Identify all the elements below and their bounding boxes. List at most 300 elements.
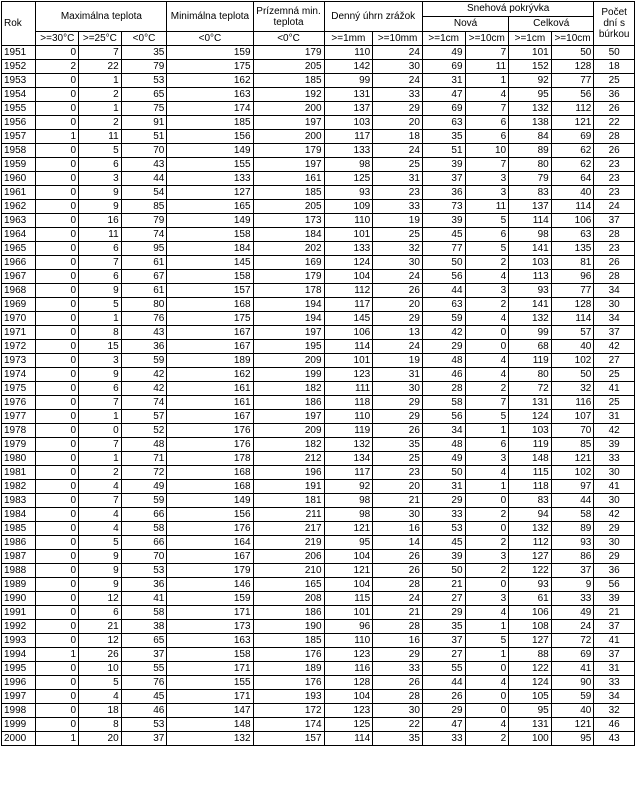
cell-precip-ge1mm: 134 xyxy=(324,452,373,466)
cell-storm-days: 33 xyxy=(594,452,635,466)
cell-snow-new-ge10cm: 7 xyxy=(465,158,509,172)
cell-storm-days: 21 xyxy=(594,606,635,620)
table-row xyxy=(2,494,635,508)
cell-precip-ge1mm: 104 xyxy=(324,690,373,704)
cell-storm-days: 36 xyxy=(594,564,635,578)
cell-snow-total-ge1cm: 93 xyxy=(509,578,552,592)
cell-snow-total-ge10cm: 70 xyxy=(551,424,594,438)
cell-storm-days: 34 xyxy=(594,312,635,326)
cell-snow-new-ge1cm: 44 xyxy=(422,676,465,690)
cell-max-ge25: 22 xyxy=(79,60,122,74)
cell-snow-new-ge10cm: 4 xyxy=(465,466,509,480)
cell-ground-lt0: 176 xyxy=(253,676,324,690)
cell-precip-ge1mm: 110 xyxy=(324,634,373,648)
cell-max-ge25: 0 xyxy=(79,424,122,438)
cell-snow-total-ge1cm: 137 xyxy=(509,200,552,214)
cell-storm-days: 32 xyxy=(594,704,635,718)
cell-year: 1994 xyxy=(2,648,36,662)
cell-ground-lt0: 206 xyxy=(253,550,324,564)
cell-ground-lt0: 197 xyxy=(253,326,324,340)
cell-snow-total-ge1cm: 106 xyxy=(509,606,552,620)
cell-snow-new-ge1cm: 37 xyxy=(422,172,465,186)
cell-snow-new-ge1cm: 36 xyxy=(422,186,465,200)
cell-snow-new-ge10cm: 0 xyxy=(465,340,509,354)
cell-snow-new-ge10cm: 2 xyxy=(465,382,509,396)
cell-max-lt0: 74 xyxy=(121,396,167,410)
cell-snow-new-ge1cm: 29 xyxy=(422,606,465,620)
cell-snow-new-ge1cm: 56 xyxy=(422,270,465,284)
cell-storm-days: 23 xyxy=(594,158,635,172)
header-snow-total: Celková xyxy=(509,17,594,32)
cell-ground-lt0: 200 xyxy=(253,102,324,116)
cell-max-lt0: 43 xyxy=(121,326,167,340)
cell-snow-total-ge1cm: 127 xyxy=(509,550,552,564)
cell-snow-new-ge10cm: 1 xyxy=(465,480,509,494)
cell-year: 1984 xyxy=(2,508,36,522)
cell-snow-new-ge10cm: 6 xyxy=(465,130,509,144)
cell-year: 2000 xyxy=(2,732,36,746)
cell-snow-new-ge1cm: 39 xyxy=(422,214,465,228)
cell-snow-total-ge1cm: 152 xyxy=(509,60,552,74)
cell-snow-new-ge1cm: 69 xyxy=(422,60,465,74)
cell-precip-ge10mm: 21 xyxy=(373,606,423,620)
header-ground-min-temp: Prízemná min. teplota xyxy=(253,2,324,32)
cell-snow-total-ge1cm: 127 xyxy=(509,634,552,648)
cell-min-lt0: 159 xyxy=(167,46,253,60)
cell-max-ge25: 3 xyxy=(79,172,122,186)
cell-precip-ge10mm: 25 xyxy=(373,452,423,466)
cell-snow-total-ge10cm: 95 xyxy=(551,732,594,746)
cell-precip-ge1mm: 117 xyxy=(324,298,373,312)
cell-max-ge25: 8 xyxy=(79,326,122,340)
cell-snow-new-ge1cm: 44 xyxy=(422,284,465,298)
cell-year: 1983 xyxy=(2,494,36,508)
cell-max-ge30: 0 xyxy=(36,172,79,186)
cell-snow-total-ge10cm: 93 xyxy=(551,536,594,550)
cell-snow-new-ge10cm: 2 xyxy=(465,256,509,270)
cell-snow-total-ge10cm: 121 xyxy=(551,718,594,732)
cell-snow-new-ge10cm: 2 xyxy=(465,536,509,550)
cell-precip-ge10mm: 23 xyxy=(373,466,423,480)
cell-snow-total-ge10cm: 63 xyxy=(551,228,594,242)
cell-precip-ge10mm: 14 xyxy=(373,536,423,550)
cell-year: 1986 xyxy=(2,536,36,550)
cell-snow-total-ge1cm: 79 xyxy=(509,172,552,186)
cell-max-ge30: 0 xyxy=(36,620,79,634)
table-row xyxy=(2,158,635,172)
cell-snow-new-ge1cm: 35 xyxy=(422,130,465,144)
cell-min-lt0: 175 xyxy=(167,312,253,326)
cell-year: 1963 xyxy=(2,214,36,228)
cell-max-ge25: 8 xyxy=(79,718,122,732)
cell-snow-new-ge10cm: 4 xyxy=(465,270,509,284)
cell-year: 1985 xyxy=(2,522,36,536)
cell-snow-new-ge1cm: 73 xyxy=(422,200,465,214)
cell-precip-ge10mm: 35 xyxy=(373,732,423,746)
cell-min-lt0: 168 xyxy=(167,298,253,312)
cell-snow-total-ge10cm: 58 xyxy=(551,508,594,522)
cell-snow-new-ge10cm: 4 xyxy=(465,354,509,368)
cell-min-lt0: 165 xyxy=(167,200,253,214)
cell-ground-lt0: 193 xyxy=(253,690,324,704)
cell-ground-lt0: 197 xyxy=(253,158,324,172)
cell-max-ge25: 6 xyxy=(79,158,122,172)
cell-snow-total-ge10cm: 116 xyxy=(551,396,594,410)
cell-max-lt0: 66 xyxy=(121,508,167,522)
cell-snow-new-ge1cm: 33 xyxy=(422,732,465,746)
cell-snow-new-ge10cm: 6 xyxy=(465,438,509,452)
cell-snow-new-ge10cm: 4 xyxy=(465,606,509,620)
cell-snow-total-ge1cm: 83 xyxy=(509,186,552,200)
cell-snow-total-ge10cm: 69 xyxy=(551,648,594,662)
table-row xyxy=(2,480,635,494)
cell-year: 1960 xyxy=(2,172,36,186)
cell-snow-new-ge10cm: 11 xyxy=(465,60,509,74)
cell-precip-ge1mm: 112 xyxy=(324,284,373,298)
cell-max-ge25: 9 xyxy=(79,368,122,382)
cell-snow-total-ge10cm: 62 xyxy=(551,158,594,172)
cell-snow-total-ge1cm: 89 xyxy=(509,144,552,158)
cell-ground-lt0: 205 xyxy=(253,60,324,74)
cell-snow-new-ge10cm: 0 xyxy=(465,522,509,536)
cell-storm-days: 39 xyxy=(594,592,635,606)
cell-snow-new-ge1cm: 50 xyxy=(422,256,465,270)
cell-year: 1974 xyxy=(2,368,36,382)
table-row xyxy=(2,88,635,102)
cell-max-ge30: 0 xyxy=(36,704,79,718)
cell-max-ge25: 9 xyxy=(79,284,122,298)
cell-max-ge30: 0 xyxy=(36,550,79,564)
table-row xyxy=(2,368,635,382)
table-row xyxy=(2,354,635,368)
cell-ground-lt0: 179 xyxy=(253,144,324,158)
cell-snow-total-ge10cm: 107 xyxy=(551,410,594,424)
cell-year: 1965 xyxy=(2,242,36,256)
cell-ground-lt0: 178 xyxy=(253,284,324,298)
cell-max-ge25: 1 xyxy=(79,410,122,424)
cell-snow-new-ge1cm: 53 xyxy=(422,522,465,536)
cell-max-lt0: 51 xyxy=(121,130,167,144)
cell-year: 1966 xyxy=(2,256,36,270)
subheader-cell: >=25°C xyxy=(79,32,122,46)
cell-max-ge25: 4 xyxy=(79,690,122,704)
cell-precip-ge1mm: 111 xyxy=(324,382,373,396)
cell-year: 1995 xyxy=(2,662,36,676)
cell-min-lt0: 168 xyxy=(167,480,253,494)
table-row xyxy=(2,186,635,200)
cell-storm-days: 23 xyxy=(594,186,635,200)
cell-max-ge30: 0 xyxy=(36,494,79,508)
cell-precip-ge10mm: 26 xyxy=(373,676,423,690)
cell-snow-new-ge10cm: 11 xyxy=(465,200,509,214)
cell-ground-lt0: 173 xyxy=(253,214,324,228)
cell-snow-total-ge1cm: 98 xyxy=(509,228,552,242)
cell-precip-ge10mm: 32 xyxy=(373,242,423,256)
table-row xyxy=(2,228,635,242)
subheader-cell: >=10cm xyxy=(465,32,509,46)
cell-precip-ge10mm: 23 xyxy=(373,186,423,200)
subheader-cell: >=1cm xyxy=(422,32,465,46)
subheader-cell: >=10mm xyxy=(373,32,423,46)
cell-min-lt0: 149 xyxy=(167,214,253,228)
cell-snow-total-ge1cm: 115 xyxy=(509,466,552,480)
cell-max-lt0: 76 xyxy=(121,312,167,326)
cell-year: 1959 xyxy=(2,158,36,172)
cell-precip-ge10mm: 29 xyxy=(373,102,423,116)
cell-precip-ge1mm: 101 xyxy=(324,228,373,242)
cell-precip-ge1mm: 116 xyxy=(324,662,373,676)
cell-max-ge30: 0 xyxy=(36,438,79,452)
cell-storm-days: 37 xyxy=(594,620,635,634)
cell-snow-new-ge10cm: 4 xyxy=(465,368,509,382)
table-row xyxy=(2,172,635,186)
cell-max-lt0: 43 xyxy=(121,158,167,172)
cell-snow-new-ge10cm: 0 xyxy=(465,494,509,508)
cell-ground-lt0: 194 xyxy=(253,298,324,312)
cell-ground-lt0: 179 xyxy=(253,46,324,60)
table-row xyxy=(2,718,635,732)
cell-precip-ge1mm: 101 xyxy=(324,606,373,620)
cell-snow-total-ge10cm: 9 xyxy=(551,578,594,592)
cell-max-ge30: 0 xyxy=(36,284,79,298)
cell-min-lt0: 156 xyxy=(167,130,253,144)
cell-year: 1997 xyxy=(2,690,36,704)
cell-max-ge30: 0 xyxy=(36,536,79,550)
cell-snow-new-ge10cm: 5 xyxy=(465,242,509,256)
cell-storm-days: 31 xyxy=(594,662,635,676)
cell-snow-new-ge1cm: 42 xyxy=(422,326,465,340)
cell-snow-total-ge10cm: 40 xyxy=(551,704,594,718)
cell-snow-total-ge1cm: 132 xyxy=(509,102,552,116)
cell-snow-total-ge1cm: 88 xyxy=(509,648,552,662)
cell-precip-ge10mm: 30 xyxy=(373,256,423,270)
cell-snow-total-ge1cm: 141 xyxy=(509,242,552,256)
cell-max-ge25: 4 xyxy=(79,522,122,536)
cell-precip-ge1mm: 145 xyxy=(324,312,373,326)
cell-year: 1992 xyxy=(2,620,36,634)
cell-max-lt0: 76 xyxy=(121,676,167,690)
cell-snow-new-ge10cm: 1 xyxy=(465,424,509,438)
cell-year: 1952 xyxy=(2,60,36,74)
cell-min-lt0: 149 xyxy=(167,494,253,508)
cell-snow-total-ge1cm: 95 xyxy=(509,704,552,718)
cell-snow-new-ge10cm: 7 xyxy=(465,102,509,116)
cell-precip-ge10mm: 33 xyxy=(373,88,423,102)
cell-max-ge30: 0 xyxy=(36,144,79,158)
cell-precip-ge1mm: 142 xyxy=(324,60,373,74)
cell-precip-ge10mm: 26 xyxy=(373,564,423,578)
cell-snow-total-ge10cm: 121 xyxy=(551,116,594,130)
cell-max-ge25: 7 xyxy=(79,494,122,508)
table-row xyxy=(2,732,635,746)
cell-year: 1953 xyxy=(2,74,36,88)
cell-storm-days: 42 xyxy=(594,508,635,522)
cell-max-ge25: 15 xyxy=(79,340,122,354)
cell-snow-new-ge1cm: 50 xyxy=(422,564,465,578)
table-row xyxy=(2,410,635,424)
cell-snow-new-ge1cm: 77 xyxy=(422,242,465,256)
cell-storm-days: 25 xyxy=(594,74,635,88)
cell-snow-new-ge1cm: 34 xyxy=(422,424,465,438)
table-row xyxy=(2,312,635,326)
cell-max-lt0: 54 xyxy=(121,186,167,200)
cell-max-lt0: 41 xyxy=(121,592,167,606)
cell-snow-new-ge1cm: 50 xyxy=(422,466,465,480)
cell-snow-total-ge1cm: 132 xyxy=(509,522,552,536)
cell-min-lt0: 176 xyxy=(167,424,253,438)
cell-snow-new-ge10cm: 2 xyxy=(465,508,509,522)
cell-max-lt0: 48 xyxy=(121,438,167,452)
cell-precip-ge10mm: 13 xyxy=(373,326,423,340)
cell-max-ge25: 2 xyxy=(79,116,122,130)
cell-snow-new-ge10cm: 6 xyxy=(465,228,509,242)
cell-ground-lt0: 192 xyxy=(253,88,324,102)
cell-precip-ge10mm: 22 xyxy=(373,718,423,732)
cell-precip-ge1mm: 95 xyxy=(324,536,373,550)
cell-storm-days: 28 xyxy=(594,270,635,284)
cell-snow-total-ge1cm: 124 xyxy=(509,410,552,424)
cell-min-lt0: 157 xyxy=(167,284,253,298)
cell-year: 1958 xyxy=(2,144,36,158)
cell-min-lt0: 156 xyxy=(167,508,253,522)
cell-snow-new-ge10cm: 0 xyxy=(465,662,509,676)
cell-max-ge30: 0 xyxy=(36,256,79,270)
table-row xyxy=(2,102,635,116)
cell-snow-new-ge1cm: 39 xyxy=(422,550,465,564)
cell-snow-total-ge1cm: 118 xyxy=(509,480,552,494)
cell-storm-days: 27 xyxy=(594,354,635,368)
cell-storm-days: 34 xyxy=(594,284,635,298)
cell-storm-days: 36 xyxy=(594,88,635,102)
cell-precip-ge1mm: 101 xyxy=(324,354,373,368)
cell-ground-lt0: 208 xyxy=(253,592,324,606)
cell-snow-new-ge1cm: 56 xyxy=(422,410,465,424)
cell-min-lt0: 167 xyxy=(167,410,253,424)
cell-max-ge30: 0 xyxy=(36,606,79,620)
cell-min-lt0: 174 xyxy=(167,102,253,116)
cell-year: 1998 xyxy=(2,704,36,718)
cell-precip-ge1mm: 133 xyxy=(324,242,373,256)
cell-snow-total-ge1cm: 132 xyxy=(509,312,552,326)
header-storm-days: Počet dní s búrkou xyxy=(594,2,635,46)
cell-snow-new-ge1cm: 29 xyxy=(422,704,465,718)
cell-ground-lt0: 181 xyxy=(253,494,324,508)
cell-max-ge25: 5 xyxy=(79,536,122,550)
cell-snow-new-ge1cm: 63 xyxy=(422,116,465,130)
cell-max-lt0: 36 xyxy=(121,578,167,592)
cell-ground-lt0: 211 xyxy=(253,508,324,522)
cell-max-lt0: 80 xyxy=(121,298,167,312)
cell-ground-lt0: 195 xyxy=(253,340,324,354)
cell-precip-ge1mm: 131 xyxy=(324,88,373,102)
cell-max-ge30: 0 xyxy=(36,116,79,130)
cell-storm-days: 25 xyxy=(594,368,635,382)
cell-snow-new-ge1cm: 27 xyxy=(422,648,465,662)
cell-year: 1989 xyxy=(2,578,36,592)
cell-precip-ge10mm: 28 xyxy=(373,578,423,592)
cell-max-ge30: 0 xyxy=(36,382,79,396)
cell-ground-lt0: 182 xyxy=(253,438,324,452)
cell-snow-new-ge10cm: 10 xyxy=(465,144,509,158)
cell-snow-total-ge10cm: 57 xyxy=(551,326,594,340)
cell-snow-new-ge10cm: 1 xyxy=(465,74,509,88)
cell-min-lt0: 132 xyxy=(167,732,253,746)
cell-precip-ge1mm: 124 xyxy=(324,256,373,270)
cell-snow-new-ge1cm: 49 xyxy=(422,452,465,466)
cell-min-lt0: 146 xyxy=(167,578,253,592)
cell-precip-ge1mm: 123 xyxy=(324,648,373,662)
cell-snow-new-ge1cm: 37 xyxy=(422,634,465,648)
cell-min-lt0: 184 xyxy=(167,242,253,256)
cell-max-ge30: 0 xyxy=(36,508,79,522)
cell-year: 1972 xyxy=(2,340,36,354)
cell-storm-days: 41 xyxy=(594,480,635,494)
cell-max-lt0: 65 xyxy=(121,88,167,102)
cell-ground-lt0: 209 xyxy=(253,424,324,438)
cell-max-ge30: 0 xyxy=(36,466,79,480)
cell-max-ge25: 1 xyxy=(79,102,122,116)
cell-snow-new-ge1cm: 46 xyxy=(422,368,465,382)
cell-ground-lt0: 200 xyxy=(253,130,324,144)
cell-snow-total-ge1cm: 122 xyxy=(509,564,552,578)
cell-precip-ge10mm: 18 xyxy=(373,130,423,144)
cell-min-lt0: 171 xyxy=(167,606,253,620)
cell-snow-total-ge1cm: 92 xyxy=(509,74,552,88)
cell-min-lt0: 179 xyxy=(167,564,253,578)
cell-storm-days: 42 xyxy=(594,424,635,438)
cell-snow-new-ge1cm: 47 xyxy=(422,88,465,102)
cell-snow-total-ge1cm: 80 xyxy=(509,368,552,382)
cell-max-ge25: 1 xyxy=(79,74,122,88)
cell-ground-lt0: 169 xyxy=(253,256,324,270)
cell-year: 1969 xyxy=(2,298,36,312)
table-row xyxy=(2,522,635,536)
cell-max-ge25: 5 xyxy=(79,144,122,158)
cell-snow-total-ge10cm: 128 xyxy=(551,298,594,312)
cell-precip-ge1mm: 125 xyxy=(324,718,373,732)
cell-snow-new-ge1cm: 45 xyxy=(422,536,465,550)
subheader-row xyxy=(2,32,635,46)
cell-snow-total-ge1cm: 105 xyxy=(509,690,552,704)
table-row xyxy=(2,564,635,578)
cell-precip-ge1mm: 104 xyxy=(324,270,373,284)
cell-max-ge25: 9 xyxy=(79,564,122,578)
cell-ground-lt0: 190 xyxy=(253,620,324,634)
cell-snow-total-ge10cm: 44 xyxy=(551,494,594,508)
cell-precip-ge1mm: 117 xyxy=(324,466,373,480)
cell-storm-days: 31 xyxy=(594,410,635,424)
cell-year: 1991 xyxy=(2,606,36,620)
cell-snow-new-ge1cm: 35 xyxy=(422,620,465,634)
cell-max-ge30: 0 xyxy=(36,46,79,60)
cell-min-lt0: 159 xyxy=(167,592,253,606)
cell-year: 1988 xyxy=(2,564,36,578)
cell-ground-lt0: 185 xyxy=(253,634,324,648)
cell-max-ge25: 6 xyxy=(79,382,122,396)
cell-snow-new-ge1cm: 27 xyxy=(422,592,465,606)
cell-snow-total-ge10cm: 102 xyxy=(551,466,594,480)
cell-storm-days: 23 xyxy=(594,172,635,186)
cell-snow-total-ge1cm: 95 xyxy=(509,88,552,102)
cell-max-lt0: 45 xyxy=(121,690,167,704)
cell-storm-days: 28 xyxy=(594,228,635,242)
cell-snow-total-ge10cm: 41 xyxy=(551,662,594,676)
cell-precip-ge10mm: 25 xyxy=(373,158,423,172)
table-row xyxy=(2,382,635,396)
cell-max-ge30: 0 xyxy=(36,242,79,256)
cell-max-lt0: 37 xyxy=(121,648,167,662)
cell-max-ge30: 0 xyxy=(36,158,79,172)
